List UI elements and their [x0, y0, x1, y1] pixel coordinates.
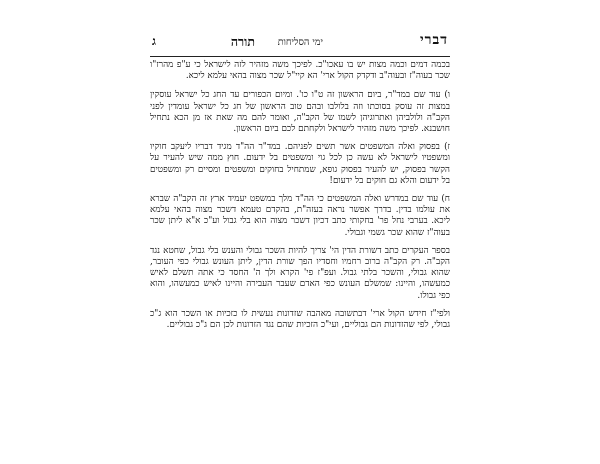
header-subtitle: ימי הסליחות: [277, 37, 323, 48]
header-rule: [150, 56, 450, 57]
paragraph-kol-arye: ולפי"ז חידש הקול ארי' דבתשובה מאהבה שזדונות נעשית לו כזכיות או השכר הוא ג"כ גבולי, לפי שהזדונות הם גבוליים, ועי"כ הזכיות שהם נגד הזדונות לכן הם ג"כ גבוליים.: [150, 308, 450, 331]
header-book: תורה: [230, 34, 255, 49]
page-header: [152, 32, 448, 56]
document-body: [150, 60, 450, 338]
header-title: דברי: [419, 32, 448, 48]
paragraph-8: ח) עוד שם במדרש ואלה המשפטים כי הה"ד מלך במשפט יעמיד ארץ זה הקב"ה שברא את עולמו בדין. בדרך אפשר נראה בעזה"ת, בהקדם טעמא דשכר מצוה בהאי עלמא ליכא. בערבי נחל פר' בחקותי כתב דכיון דשכר מצוה הוא בלי גבול וע"כ א"א ליתן שכר בעוה"ז שהוא שכר גשמי וגבולי.: [150, 194, 450, 238]
page-letter: ג: [152, 34, 156, 48]
paragraph-7: ז) בפסוק ואלה המשפטים אשר תשים לפניהם. במד"ר הה"ד מגיד דבריו ליעקב חוקיו ומשפטיו לישראל לא עשה כן לכל גוי ומשפטים בל ידעום. חוץ ממה שיש להעיר על הקשר בפסוק, יש להעיר בפסוק גופא, שמתחיל בחוקים ומשפטים ומסיים רק ומשפטים בל ידעום והלא גם חוקים בל ידעום!: [150, 142, 450, 186]
paragraph-ikkarim: בספר העקרים כתב דשורת הדין הי' צריך להיות השכר גבולי והענש בלי גבול, שחטא נגד הקב"ה. רק הקב"ה ברוב רחמיו וחסדיו הפך שורת הדין, ליתן העונש גבולי כפי העובר, שהוא גבולי, והשכר בלתי גבול. ועפ"ז פי' הקרא ולך ה' החסד כי אתה תשלם לאיש כמעשהו, והיינו: שמשלם העונש כפי האדם שעבר העבירה והיינו לאיש כמעשהו, והוא כפי גבולו.: [150, 245, 450, 301]
paragraph-6: ו) עוד שם במד"ר, ביום הראשון זה ט"ו כו'. ומיום הכפורים עד החג כל ישראל עוסקין במצות זה עוסק בסוכתו וזה בלולבו ובהם טוב הראשון של חג כל ישראל עומדין לפני הקב"ה ולולביהן ואתרוגיהן לשמו של הקב"ה, ואומר להם מה שאת אז מן הכא נתחיל חושבנא. לפיכך משה מזהיר לישראל ולקחתם לכם ביום הראשון.: [150, 90, 450, 135]
paragraph-intro: בכמה דמים וכמה מצות יש בו עאכו"כ. לפיכך משה מזהיר לזה לישראל כי ע"פ מהרז"ו שכר בעוה"ז ובעוה"ב ודקדק הקול ארי' הא קיי"ל שכר מצוה בהאי עלמא ליכא.: [150, 60, 450, 82]
